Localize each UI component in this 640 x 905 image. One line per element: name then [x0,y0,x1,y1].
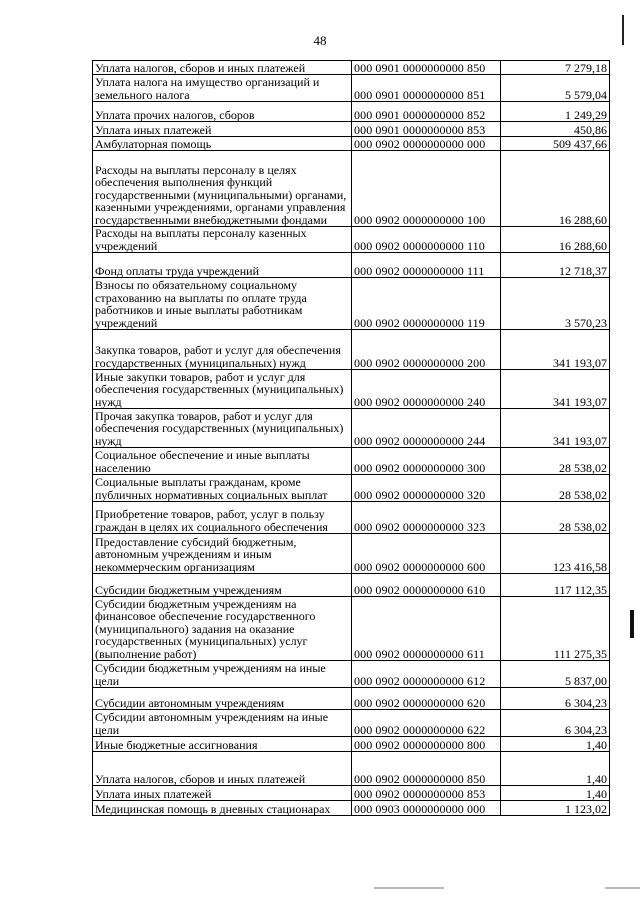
row-name: Субсидии автономным учреждениям [93,688,352,710]
row-code: 000 0902 0000000000 850 [352,752,501,786]
row-code: 000 0902 0000000000 320 [352,475,501,502]
page-number: 48 [313,33,327,48]
row-amount: 3 570,23 [501,278,610,330]
row-name: Приобретение товаров, работ, услуг в пользу граждан в целях их социального обеспечения [93,502,352,534]
row-code: 000 0902 0000000000 600 [352,534,501,574]
table-row [93,597,610,661]
row-amount: 1 249,29 [501,102,610,122]
row-name: Иные бюджетные ассигнования [93,737,352,752]
row-code: 000 0902 0000000000 244 [352,409,501,448]
row-name: Субсидии автономным учреждениям на иные цели [93,710,352,737]
row-amount: 28 538,02 [501,502,610,534]
row-code: 000 0902 0000000000 300 [352,448,501,475]
row-amount: 12 718,37 [501,253,610,278]
table-row [93,752,610,786]
row-code: 000 0902 0000000000 622 [352,710,501,737]
row-code: 000 0902 0000000000 110 [352,227,501,253]
row-name: Субсидии бюджетным учреждениям на иные цели [93,661,352,688]
table-row [93,475,610,502]
row-name: Субсидии бюджетным учреждениям [93,574,352,597]
row-amount: 341 193,07 [501,330,610,370]
row-code: 000 0901 0000000000 850 [352,61,501,75]
row-code: 000 0902 0000000000 620 [352,688,501,710]
table-row [93,502,610,534]
table-row [93,75,610,102]
row-code: 000 0902 0000000000 200 [352,330,501,370]
table-row [93,253,610,278]
row-amount: 6 304,23 [501,688,610,710]
row-code: 000 0902 0000000000 853 [352,786,501,801]
row-code: 000 0902 0000000000 610 [352,574,501,597]
row-name: Расходы на выплаты персоналу в целях обеспечения выполнения функций государственными (муниципальными) органами, казенными учреждениями, органами управления государственными внебюджетными фондами [93,151,352,227]
row-name: Субсидии бюджетным учреждениям на финансовое обеспечение государственного (муниципального) задания на оказание государственных (муниципальных) услуг (выполнение работ) [93,597,352,661]
row-amount: 450,86 [501,122,610,137]
row-amount: 117 112,35 [501,574,610,597]
row-amount: 16 288,60 [501,227,610,253]
row-amount: 123 416,58 [501,534,610,574]
row-name: Прочая закупка товаров, работ и услуг для обеспечения государственных (муниципальных) нужд [93,409,352,448]
row-amount: 5 837,00 [501,661,610,688]
row-name: Уплата прочих налогов, сборов [93,102,352,122]
table-row [93,661,610,688]
scan-artifact [630,610,634,638]
row-name: Амбулаторная помощь [93,137,352,151]
table-row [93,227,610,253]
table-row [93,151,610,227]
row-amount: 28 538,02 [501,475,610,502]
row-code: 000 0901 0000000000 852 [352,102,501,122]
table-row [93,102,610,122]
row-code: 000 0903 0000000000 000 [352,801,501,816]
row-name: Уплата налогов, сборов и иных платежей [93,752,352,786]
row-amount: 1,40 [501,737,610,752]
table-row [93,137,610,151]
table-row [93,370,610,409]
row-name: Иные закупки товаров, работ и услуг для обеспечения государственных (муниципальных) нужд [93,370,352,409]
table-row [93,801,610,816]
row-amount: 7 279,18 [501,61,610,75]
row-code: 000 0902 0000000000 100 [352,151,501,227]
row-name: Взносы по обязательному социальному страхованию на выплаты по оплате труда работников и иные выплаты работникам учреждений [93,278,352,330]
row-amount: 28 538,02 [501,448,610,475]
row-code: 000 0902 0000000000 800 [352,737,501,752]
scan-artifact [605,887,640,889]
table-row [93,448,610,475]
table-row [93,688,610,710]
row-amount: 1,40 [501,786,610,801]
row-name: Предоставление субсидий бюджетным, автономным учреждениям и иным некоммерческим организациям [93,534,352,574]
table-row [93,534,610,574]
budget-table [92,60,610,816]
row-amount: 1,40 [501,752,610,786]
scan-artifact [374,887,444,889]
row-code: 000 0902 0000000000 000 [352,137,501,151]
row-amount: 16 288,60 [501,151,610,227]
table-row [93,786,610,801]
row-name: Расходы на выплаты персоналу казенных учреждений [93,227,352,253]
row-code: 000 0901 0000000000 853 [352,122,501,137]
row-amount: 341 193,07 [501,409,610,448]
row-name: Фонд оплаты труда учреждений [93,253,352,278]
table-row [93,574,610,597]
table-row [93,710,610,737]
row-amount: 5 579,04 [501,75,610,102]
row-amount: 341 193,07 [501,370,610,409]
row-name: Социальные выплаты гражданам, кроме публичных нормативных социальных выплат [93,475,352,502]
row-code: 000 0902 0000000000 323 [352,502,501,534]
row-code: 000 0902 0000000000 611 [352,597,501,661]
row-amount: 509 437,66 [501,137,610,151]
row-code: 000 0902 0000000000 119 [352,278,501,330]
row-name: Уплата иных платежей [93,786,352,801]
table-row [93,61,610,75]
row-name: Уплата налога на имущество организаций и земельного налога [93,75,352,102]
table-row [93,278,610,330]
row-amount: 111 275,35 [501,597,610,661]
row-code: 000 0902 0000000000 240 [352,370,501,409]
table-row [93,409,610,448]
row-name: Медицинская помощь в дневных стационарах [93,801,352,816]
row-code: 000 0901 0000000000 851 [352,75,501,102]
row-code: 000 0902 0000000000 612 [352,661,501,688]
table-row [93,122,610,137]
row-name: Социальное обеспечение и иные выплаты населению [93,448,352,475]
row-amount: 6 304,23 [501,710,610,737]
row-name: Уплата иных платежей [93,122,352,137]
scan-artifact [622,15,624,45]
table-row [93,737,610,752]
row-amount: 1 123,02 [501,801,610,816]
row-code: 000 0902 0000000000 111 [352,253,501,278]
row-name: Уплата налогов, сборов и иных платежей [93,61,352,75]
row-name: Закупка товаров, работ и услуг для обеспечения государственных (муниципальных) нужд [93,330,352,370]
table-row [93,330,610,370]
